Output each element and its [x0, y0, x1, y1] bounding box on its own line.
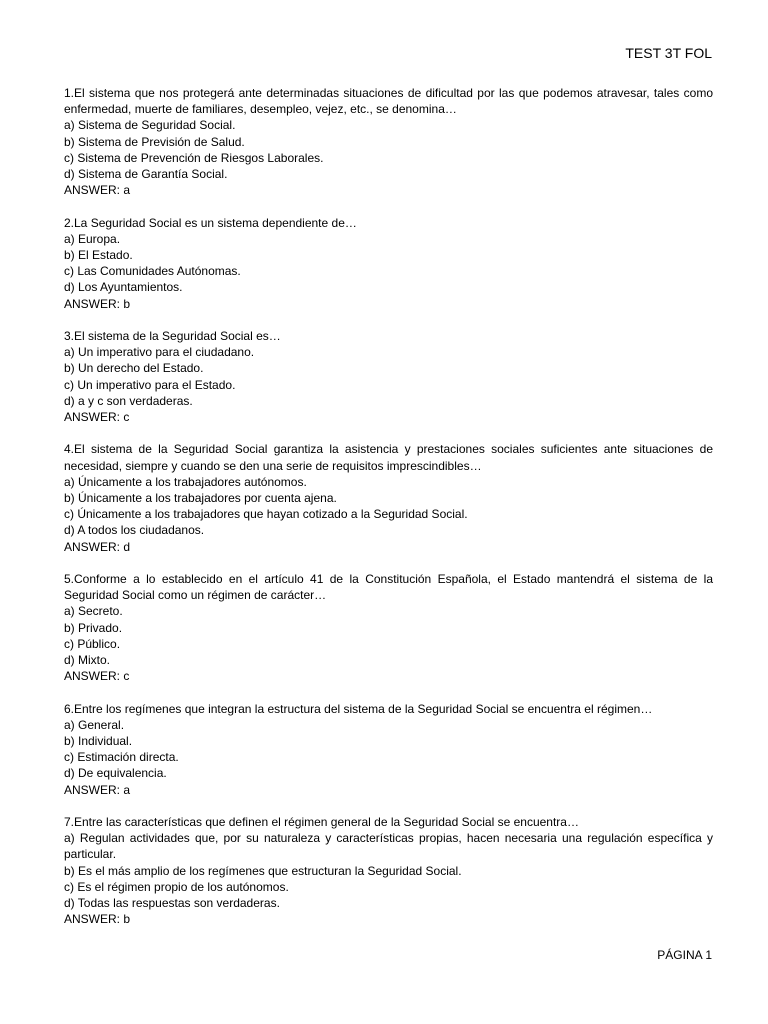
option-d: d) De equivalencia.: [64, 766, 167, 781]
answer-line: ANSWER: b: [64, 296, 131, 311]
answer-line: ANSWER: c: [64, 669, 130, 684]
option-c: c) Estimación directa.: [64, 750, 179, 765]
option-c: c) Únicamente a los trabajadores que hayan cotizado a la Seguridad Social.: [64, 507, 468, 522]
question-text: 2.La Seguridad Social es un sistema dependiente de…: [64, 215, 357, 230]
option-a: a) Europa.: [64, 231, 121, 246]
question-text: 5.Conforme a lo establecido en el artículo 41 de la Constitución Española, el Estado mantendrá el sistema de la Seguridad Social como un régimen de carácter…: [64, 572, 713, 603]
question-text: 3.El sistema de la Seguridad Social es…: [64, 329, 281, 344]
question-text: 7.Entre las características que definen el régimen general de la Seguridad Social se encuentra…: [64, 815, 579, 830]
option-b: b) Es el más amplio de los regímenes que estructuran la Seguridad Social.: [64, 863, 462, 878]
option-a: a) Secreto.: [64, 604, 123, 619]
answer-line: ANSWER: a: [64, 183, 131, 198]
option-c: c) Las Comunidades Autónomas.: [64, 264, 241, 279]
option-b: b) Sistema de Previsión de Salud.: [64, 134, 245, 149]
page-number: PÁGINA 1: [657, 948, 712, 962]
answer-line: ANSWER: d: [64, 539, 131, 554]
option-a: a) Sistema de Seguridad Social.: [64, 118, 236, 133]
option-d: d) Mixto.: [64, 653, 111, 668]
option-c: c) Público.: [64, 636, 121, 651]
answer-line: ANSWER: c: [64, 410, 130, 425]
option-a: a) General.: [64, 717, 125, 732]
option-b: b) Únicamente a los trabajadores por cuenta ajena.: [64, 491, 337, 506]
option-a: a) Un imperativo para el ciudadano.: [64, 345, 255, 360]
question-text: 6.Entre los regímenes que integran la estructura del sistema de la Seguridad Social se encuentra el régimen…: [64, 701, 653, 716]
option-b: b) Individual.: [64, 734, 133, 749]
question-3: [64, 328, 713, 425]
option-c: c) Un imperativo para el Estado.: [64, 377, 236, 392]
page-header-title: TEST 3T FOL: [625, 45, 712, 61]
answer-line: ANSWER: b: [64, 912, 131, 927]
option-b: b) Privado.: [64, 620, 123, 635]
question-4: [64, 441, 713, 554]
option-b: b) Un derecho del Estado.: [64, 361, 204, 376]
option-c: c) Sistema de Prevención de Riesgos Laborales.: [64, 150, 324, 165]
question-6: [64, 701, 713, 798]
question-1: [64, 85, 713, 198]
option-d: d) Todas las respuestas son verdaderas.: [64, 896, 280, 911]
option-d: d) a y c son verdaderas.: [64, 393, 193, 408]
question-list: [64, 85, 713, 944]
question-text: 1.El sistema que nos protegerá ante determinadas situaciones de dificultad por las que podemos atravesar, tales como enfermedad, muerte de familiares, desempleo, vejez, etc., se denomina…: [64, 86, 713, 117]
question-5: [64, 571, 713, 684]
question-2: [64, 215, 713, 312]
answer-line: ANSWER: a: [64, 782, 131, 797]
option-d: d) Sistema de Garantía Social.: [64, 167, 228, 182]
question-text: 4.El sistema de la Seguridad Social garantiza la asistencia y prestaciones sociales suficientes ante situaciones de necesidad, siempre y cuando se den una serie de requisitos imprescindibles…: [64, 442, 713, 473]
question-7: [64, 814, 713, 927]
option-a: a) Regulan actividades que, por su naturaleza y características propias, hacen necesaria una regulación específica y particular.: [64, 831, 713, 862]
option-d: d) Los Ayuntamientos.: [64, 280, 183, 295]
option-c: c) Es el régimen propio de los autónomos.: [64, 879, 289, 894]
option-b: b) El Estado.: [64, 248, 133, 263]
option-d: d) A todos los ciudadanos.: [64, 523, 205, 538]
option-a: a) Únicamente a los trabajadores autónomos.: [64, 474, 307, 489]
